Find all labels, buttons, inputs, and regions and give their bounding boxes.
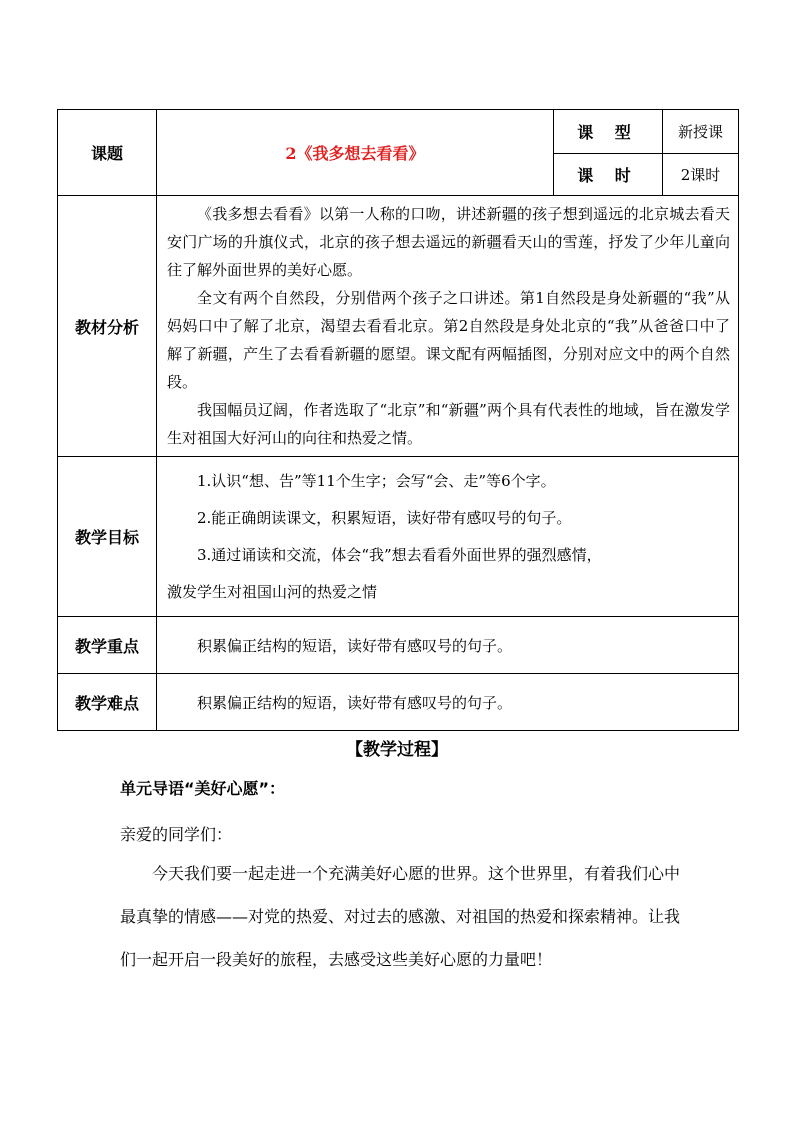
key-points-content — [157, 617, 739, 674]
goal-item-3: 3.通过诵读和交流，体会“我”想去看看外面世界的强烈感情， — [197, 546, 602, 564]
lesson-type-label: 课 型 — [554, 110, 663, 154]
goals-label: 教学目标 — [58, 457, 157, 617]
analysis-paragraph-3: 我国幅员辽阔，作者选取了“北京”和“新疆”两个具有代表性的地域，旨在激发学生对祖国大好河山的向往和热爱之情。 — [167, 401, 730, 447]
unit-guide-title: 单元导语“美好心愿”： — [120, 779, 286, 798]
goal-item-1: 1.认识“想、告”等11个生字；会写“会、走”等6个字。 — [197, 472, 556, 490]
teaching-process-heading: 【教学过程】 — [346, 740, 448, 760]
topic-label: 课题 — [58, 110, 157, 196]
key-points-text: 积累偏正结构的短语，读好带有感叹号的句子。 — [197, 636, 513, 655]
difficulty-text: 积累偏正结构的短语，读好带有感叹号的句子。 — [197, 693, 513, 712]
class-hours-label: 课 时 — [554, 154, 663, 196]
analysis-paragraph-2: 全文有两个自然段，分别借两个孩子之口讲述。第1自然段是身处新疆的“我”从妈妈口中了解了北京，渴望去看看北京。第2自然段是身处北京的“我”从爸爸口中了解了新疆，产生了去看看新疆的愿望。课文配有两幅插图，分别对应文中的两个自然段。 — [167, 289, 730, 391]
analysis-label: 教材分析 — [58, 196, 157, 457]
lesson-title: 2《我多想去看看》 — [157, 110, 554, 196]
goal-item-2: 2.能正确朗读课文，积累短语，读好带有感叹号的句子。 — [197, 509, 572, 527]
goals-content — [157, 457, 739, 617]
greeting-line: 亲爱的同学们： — [120, 825, 233, 844]
difficulty-content — [157, 674, 739, 731]
intro-paragraph-text: 今天我们要一起走进一个充满美好心愿的世界。这个世界里，有着我们心中最真挚的情感——对党的热爱、对过去的感激、对祖国的热爱和探索精神。让我们一起开启一段美好的旅程，去感受这些美好心愿的力量吧！ — [120, 864, 681, 969]
class-hours-value: 2课时 — [663, 154, 739, 196]
lesson-type-value: 新授课 — [663, 110, 739, 154]
lesson-plan-table — [57, 109, 739, 731]
difficulty-label: 教学难点 — [58, 674, 157, 731]
key-points-label: 教学重点 — [58, 617, 157, 674]
analysis-paragraph-1: 《我多想去看看》以第一人称的口吻，讲述新疆的孩子想到遥远的北京城去看天安门广场的升旗仪式，北京的孩子想去遥远的新疆看天山的雪莲，抒发了少年儿童向往了解外面世界的美好心愿。 — [167, 205, 730, 279]
intro-paragraph — [120, 852, 680, 981]
goal-item-3-continuation: 激发学生对祖国山河的热爱之情 — [167, 583, 378, 601]
analysis-content — [157, 196, 739, 457]
